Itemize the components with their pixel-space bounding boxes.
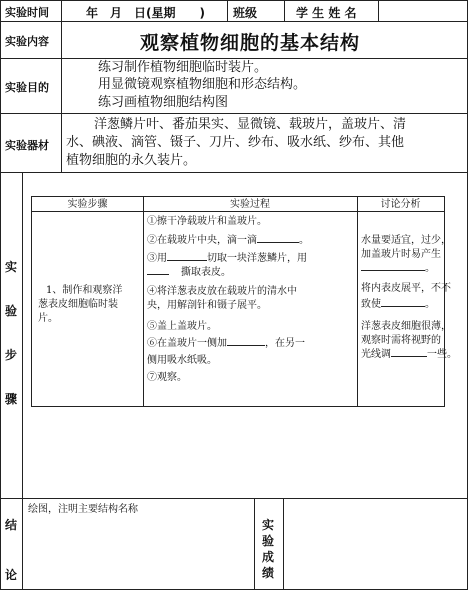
purpose-line: 练习画植物细胞结构图 bbox=[98, 95, 229, 110]
drawing-instruction: 绘图，注明主要结构名称 bbox=[28, 504, 138, 515]
process-text: 央，用解剖针和镊子展平。 bbox=[147, 300, 267, 311]
process-text: ⑤盖上盖玻片。 bbox=[147, 321, 217, 332]
page-title: 观察植物细胞的基本结构 bbox=[140, 32, 361, 54]
discussion-text: 。 bbox=[425, 263, 435, 274]
date-text: 年 月 日(星期 ) bbox=[86, 6, 205, 20]
discussion-text: 水量要适宜，过少， bbox=[361, 235, 451, 246]
content-label: 实验内容 bbox=[5, 35, 49, 48]
purpose-label: 实验目的 bbox=[5, 81, 49, 94]
process-text: 撕取表皮。 bbox=[171, 267, 231, 278]
score-label-char: 绩 bbox=[261, 566, 274, 580]
discussion-line bbox=[361, 348, 457, 362]
discussion-text: 。 bbox=[425, 299, 435, 310]
process-line bbox=[147, 252, 307, 266]
discussion-line bbox=[361, 320, 451, 334]
steps-table bbox=[31, 196, 457, 407]
process-line bbox=[147, 266, 231, 280]
process-text: 侧用吸水纸吸。 bbox=[147, 355, 217, 366]
score-area[interactable] bbox=[284, 499, 466, 588]
drawing-area[interactable] bbox=[23, 518, 253, 588]
equipment-label: 实验器材 bbox=[5, 139, 49, 152]
process-text: ⑦观察。 bbox=[147, 372, 187, 383]
col-divider bbox=[61, 21, 62, 172]
discussion-text: 观察时需将视野的 bbox=[361, 335, 441, 346]
fill-blank[interactable] bbox=[147, 274, 169, 275]
process-line bbox=[147, 354, 217, 368]
col-divider bbox=[378, 0, 379, 21]
score-label-char: 实 bbox=[261, 518, 274, 532]
row-divider bbox=[0, 113, 468, 114]
discussion-text: 光线调 bbox=[361, 349, 391, 360]
process-text: ⑥在盖玻片一侧加 bbox=[147, 338, 227, 349]
fill-blank[interactable] bbox=[167, 260, 207, 261]
col-divider bbox=[227, 0, 228, 21]
process-text: ③用 bbox=[147, 253, 167, 264]
steps-col-divider bbox=[143, 197, 144, 406]
steps-label-char: 验 bbox=[4, 304, 17, 318]
process-line bbox=[147, 299, 267, 313]
process-line bbox=[147, 371, 187, 385]
fill-blank[interactable] bbox=[391, 356, 427, 357]
row-divider bbox=[0, 172, 468, 173]
fill-blank[interactable] bbox=[257, 242, 299, 243]
equipment-line: 水、碘液、滴管、镊子、刀片、纱布、吸水纸、纱布、其他 bbox=[66, 135, 405, 150]
fill-blank[interactable] bbox=[381, 306, 425, 307]
student-name-label: 学 生 姓 名 bbox=[296, 6, 357, 20]
purpose-line: 用显微镜观察植物细胞和形态结构。 bbox=[98, 77, 307, 92]
discussion-text: 将内表皮展平，不不 bbox=[361, 283, 451, 294]
discussion-line bbox=[361, 334, 441, 348]
process-text: ①擦干净载玻片和盖玻片。 bbox=[147, 216, 267, 227]
col-divider bbox=[61, 0, 62, 21]
discussion-line bbox=[361, 262, 435, 276]
step-name-line: 1、制作和观察洋 bbox=[46, 285, 123, 296]
process-line bbox=[147, 234, 309, 248]
conclusion-label-char: 论 bbox=[4, 568, 17, 582]
process-text: 切取一块洋葱鳞片，用 bbox=[207, 253, 307, 264]
process-text: 。 bbox=[299, 235, 309, 246]
discussion-line bbox=[361, 248, 441, 262]
discussion-line bbox=[361, 298, 435, 312]
equipment-line: 植物细胞的永久装片。 bbox=[66, 153, 197, 168]
steps-header-step: 实验步骤 bbox=[32, 197, 143, 212]
steps-label-char: 步 bbox=[4, 348, 17, 362]
steps-label-char: 实 bbox=[4, 260, 17, 274]
step-name-line: 片。 bbox=[38, 313, 58, 324]
discussion-text: 洋葱表皮细胞很薄， bbox=[361, 321, 451, 332]
row-divider bbox=[0, 21, 468, 22]
discussion-text: 一些。 bbox=[427, 349, 457, 360]
col-divider bbox=[254, 498, 255, 590]
steps-header-discussion: 讨论分析 bbox=[357, 197, 444, 212]
conclusion-label-char: 结 bbox=[4, 518, 17, 532]
discussion-line bbox=[361, 234, 451, 248]
col-divider bbox=[284, 0, 285, 21]
process-text: ，在另一 bbox=[265, 338, 305, 349]
fill-blank[interactable] bbox=[227, 345, 265, 346]
steps-header-process: 实验过程 bbox=[143, 197, 357, 212]
time-label: 实验时间 bbox=[5, 6, 49, 19]
process-line bbox=[147, 215, 267, 229]
score-label-char: 成 bbox=[261, 550, 274, 564]
step-name-line: 葱表皮细胞临时装 bbox=[38, 299, 118, 310]
fill-blank[interactable] bbox=[361, 270, 425, 271]
process-line bbox=[147, 320, 217, 334]
class-label: 班级 bbox=[233, 6, 258, 20]
discussion-text: 加盖玻片时易产生 bbox=[361, 249, 441, 260]
process-line bbox=[147, 337, 305, 351]
score-label-char: 验 bbox=[261, 534, 274, 548]
equipment-line: 洋葱鳞片叶、番茄果实、显微镜、载玻片，盖玻片、清 bbox=[94, 117, 407, 132]
purpose-line: 练习制作植物细胞临时装片。 bbox=[98, 60, 268, 75]
steps-col-divider bbox=[357, 197, 358, 406]
discussion-text: 致使 bbox=[361, 299, 381, 310]
process-line bbox=[147, 285, 297, 299]
process-text: ②在载玻片中央，滴一滴 bbox=[147, 235, 257, 246]
process-text: ④将洋葱表皮放在载玻片的清水中 bbox=[147, 286, 297, 297]
discussion-line bbox=[361, 282, 451, 296]
steps-label-char: 骤 bbox=[4, 392, 17, 406]
